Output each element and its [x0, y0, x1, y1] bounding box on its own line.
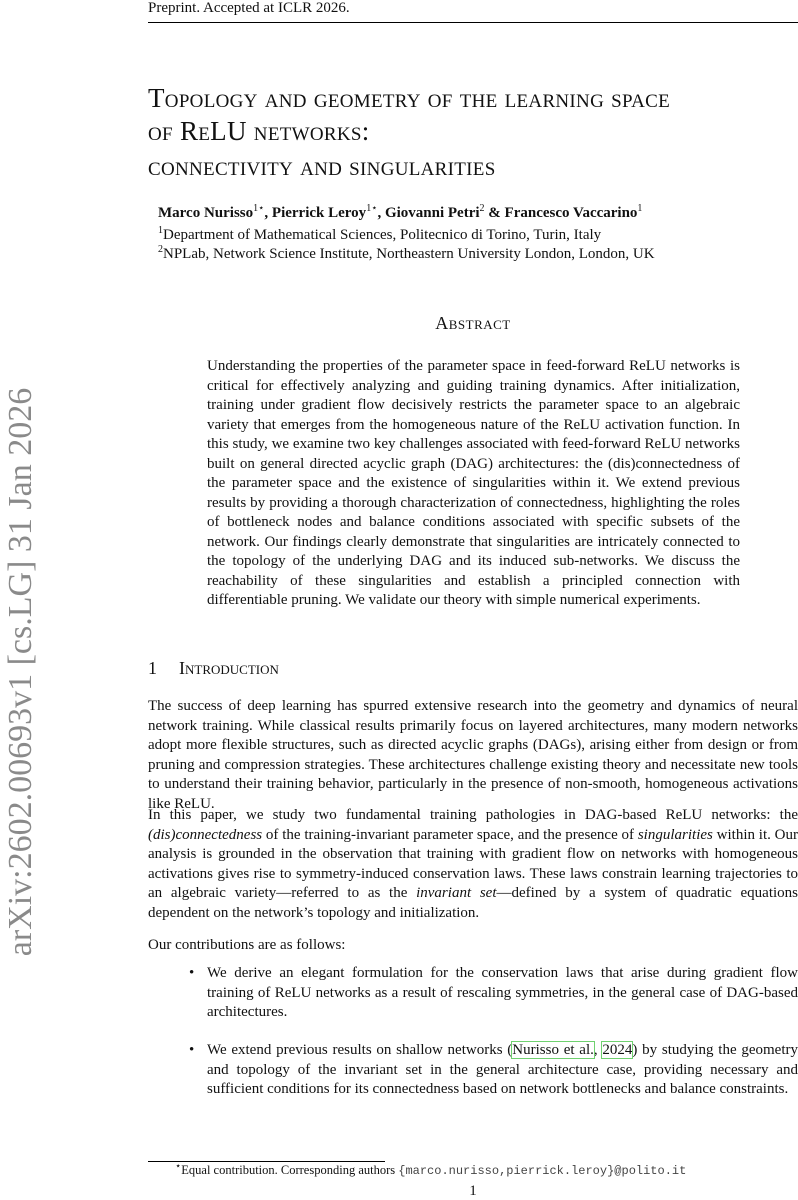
- section-number: 1: [148, 658, 157, 678]
- section-title: Introduction: [179, 658, 279, 678]
- footnote-text: Equal contribution. Corresponding authors: [181, 1163, 399, 1177]
- aff-sup: 2: [158, 244, 163, 255]
- intro-paragraph: The success of deep learning has spurred extensive research into the geometry and dynamics of neural network training. While classical results primarily focus on layered architectures, many modern networks adopt more flexible structures, such as directed acyclic graphs (DAGs), arising either from design or from pruning and compression strategies. These architectures challenge existing theory and necessitate new tools to understand their training behavior, particularly in the presence of non-smooth, homogeneous activations like ReLU.: [148, 698, 798, 812]
- section-heading: [148, 658, 301, 679]
- author-name: Francesco Vaccarino: [504, 205, 638, 221]
- author-list: Marco Nurisso$^{1⋆}$, Pierrick Leroy$^{1⋆}$, Giovanni Petri$^2$ & Francesco Vaccarino$^1$: [158, 203, 643, 221]
- author-sup: 1: [637, 203, 643, 214]
- author-name: Pierrick Leroy: [271, 205, 367, 221]
- affiliation: [158, 246, 655, 263]
- affiliation: [158, 227, 601, 244]
- footnote: [175, 1163, 686, 1178]
- arxiv-stamp: arXiv:2602.00693v1 [cs.LG] 31 Jan 2026: [2, 387, 39, 957]
- bullet-text: ) by studying the geometry and topology of the invariant set in the general architecture case, providing necessary and sufficient conditions for its connectedness based on network bottlenecks and balance constraints.: [207, 1042, 798, 1097]
- contrib-intro: Our contributions are as follows:: [148, 937, 346, 953]
- paper-title: [148, 82, 798, 183]
- author-sup: 2: [479, 203, 485, 214]
- cite-sep: ,: [593, 1042, 603, 1058]
- citation-year-link[interactable]: 2024: [602, 1042, 633, 1058]
- page-number: 1: [469, 1183, 477, 1199]
- aff-text: NPLab, Network Science Institute, Northeastern University London, London, UK: [163, 246, 655, 262]
- footnote-emails: {marco.nurisso,pierrick.leroy}@polito.it: [398, 1164, 687, 1178]
- footnote-rule: [148, 1161, 385, 1162]
- intro-paragraph: In this paper, we study two fundamental training pathologies in DAG-based ReLU networks: the (dis)connectedness of the training-invariant parameter space, and the presence of singularities within it. Our analysis is grounded in the observation that training with gradient flow on networks with homogeneous activations gives rise to symmetry-induced conservation laws. These laws constrain learning trajectories to an algebraic variety—referred to as the invariant set—defined by a system of quadratic equations dependent on the network’s topology and initialization.: [148, 807, 798, 921]
- abstract-heading: Abstract: [435, 313, 511, 333]
- aff-sup: 1: [158, 225, 163, 236]
- author-name: Giovanni Petri: [384, 205, 480, 221]
- bullet-icon: •: [189, 965, 195, 981]
- header-rule: [148, 22, 798, 23]
- bullet-icon: •: [189, 1042, 195, 1058]
- title-line: Topology and geometry of the learning space: [148, 83, 671, 113]
- author-sup: 1⋆: [366, 203, 378, 214]
- author-sup: 1⋆: [253, 203, 265, 214]
- bullet-item: [189, 1041, 798, 1100]
- bullet-text: We derive an elegant formulation for the conservation laws that arise during gradient flow training of ReLU networks as a result of rescaling symmetries, in the general case of DAG-based architectures.: [207, 965, 798, 1020]
- running-header: Preprint. Accepted at ICLR 2026.: [148, 0, 350, 16]
- bullet-item: [189, 964, 798, 1023]
- footnote-mark: ⋆: [175, 1161, 182, 1172]
- title-line: of ReLU networks:: [148, 116, 370, 146]
- bullet-text: We extend previous results on shallow networks (: [207, 1042, 513, 1058]
- citation-link[interactable]: Nurisso et al.: [512, 1042, 594, 1058]
- aff-text: Department of Mathematical Sciences, Politecnico di Torino, Turin, Italy: [163, 227, 602, 243]
- title-line: connectivity and singularities: [148, 151, 496, 181]
- abstract-text: Understanding the properties of the parameter space in feed-forward ReLU networks is critical for effectively analyzing and guiding training dynamics. After initialization, training under gradient flow decisively restricts the parameter space to an algebraic variety that emerges from the homogeneous nature of the ReLU activation function. In this study, we examine two key challenges associated with feed-forward ReLU networks built on general directed acyclic graph (DAG) architectures: the (dis)connectedness of the parameter space and the existence of singularities within it. We extend previous results by providing a thorough characterization of connectedness, highlighting the roles of bottleneck nodes and balance conditions associated with specific subsets of the network. Our findings clearly demonstrate that singularities are intricately connected to the topology of the underlying DAG and its induced sub-networks. We discuss the reachability of these singularities and establish a principled connection with differentiable pruning. We validate our theory with simple numerical experiments.: [207, 358, 740, 608]
- author-name: Marco Nurisso: [158, 205, 254, 221]
